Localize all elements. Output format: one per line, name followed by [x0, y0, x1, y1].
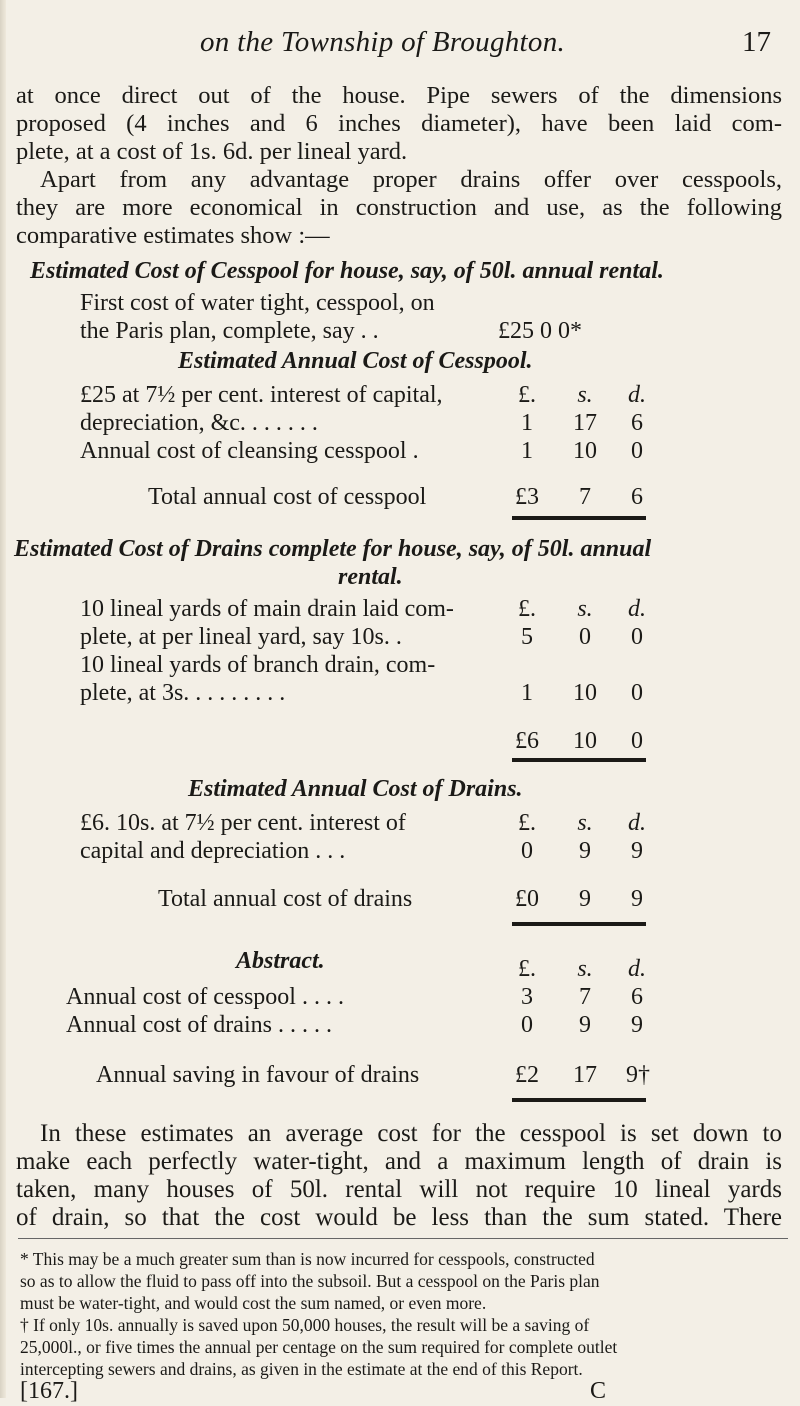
footnotes: [20, 1248, 790, 1406]
footnote-line: intercepting sewers and drains, as given in the estimate at the end of this Report.: [20, 1359, 583, 1379]
col-header-shillings: s.: [577, 956, 593, 982]
total-rule: [512, 758, 646, 762]
value-pence: 9: [631, 1012, 643, 1038]
bracket-number: [167.]: [20, 1378, 78, 1404]
row-label: 10 lineal yards of branch drain, com-: [80, 652, 436, 678]
footnote-divider: [18, 1238, 788, 1239]
total-pounds: £2: [515, 1062, 539, 1088]
col-header-pence: d.: [628, 810, 646, 836]
table-row: [0, 810, 800, 838]
row-label: depreciation, &c. . . . . . .: [80, 410, 318, 436]
page-header: [0, 22, 800, 62]
table-row: [0, 410, 800, 438]
table-row: [0, 1012, 800, 1040]
page-number: 17: [742, 26, 771, 58]
total-label: Annual saving in favour of drains: [96, 1062, 420, 1088]
table-row: [0, 596, 800, 624]
value-shillings: 0: [579, 624, 591, 650]
cesspool-cost-heading: Estimated Cost of Cesspool for house, say, of 50l. annual rental.: [30, 258, 664, 284]
value-shillings: 9: [579, 838, 591, 864]
row-label: capital and depreciation . . .: [80, 838, 346, 864]
value-pence: 9: [631, 838, 643, 864]
total-shillings: 7: [579, 484, 591, 510]
total-shillings: 10: [573, 728, 597, 754]
table-row: [0, 624, 800, 652]
total-row: [0, 484, 800, 512]
abstract-col-headers: [0, 956, 800, 984]
table-row: [0, 680, 800, 708]
cesspool-cost-amount: £25 0 0*: [498, 318, 582, 344]
value-pounds: 1: [521, 410, 533, 436]
value-shillings: 10: [573, 438, 597, 464]
intro-line: at once direct out of the house. Pipe sewers of the dimensions: [16, 82, 782, 109]
col-header-pounds: £.: [518, 382, 536, 408]
value-pounds: 0: [521, 838, 533, 864]
total-row: [0, 728, 800, 756]
table-row: [0, 382, 800, 410]
intro-line: plete, at a cost of 1s. 6d. per lineal yard.: [16, 138, 408, 165]
value-pence: 0: [631, 680, 643, 706]
row-label: Annual cost of cesspool . . . .: [66, 984, 344, 1010]
closing-line: make each perfectly water-tight, and a maximum length of drain is: [16, 1148, 782, 1175]
row-label: plete, at 3s. . . . . . . . .: [80, 680, 286, 706]
total-shillings: 9: [579, 886, 591, 912]
footnote-line: † If only 10s. annually is saved upon 50,000 houses, the result will be a saving of: [20, 1315, 590, 1335]
signature-line: [20, 1380, 790, 1406]
total-row: [0, 1062, 800, 1090]
col-header-pounds: £.: [518, 596, 536, 622]
cesspool-cost-line: First cost of water tight, cesspool, on: [80, 290, 435, 316]
row-label: plete, at per lineal yard, say 10s. .: [80, 624, 402, 650]
cesspool-cost-line: the Paris plan, complete, say . .: [80, 318, 379, 344]
value-shillings: 17: [573, 410, 597, 436]
value-pounds: 3: [521, 984, 533, 1010]
closing-line: taken, many houses of 50l. rental will not require 10 lineal yards: [16, 1176, 782, 1203]
value-pounds: 5: [521, 624, 533, 650]
table-row: [0, 652, 800, 680]
row-label: £6. 10s. at 7½ per cent. interest of: [80, 810, 406, 836]
total-shillings: 17: [573, 1062, 597, 1088]
total-row: [0, 886, 800, 914]
intro-line: comparative estimates show :—: [16, 222, 330, 249]
value-shillings: 10: [573, 680, 597, 706]
footnote-line: must be water-tight, and would cost the sum named, or even more.: [20, 1293, 487, 1313]
total-pence: 6: [631, 484, 643, 510]
signature-mark: C: [590, 1378, 607, 1404]
col-header-shillings: s.: [577, 596, 593, 622]
cesspool-annual-heading: Estimated Annual Cost of Cesspool.: [178, 348, 533, 374]
total-label: Total annual cost of drains: [158, 886, 413, 912]
value-pence: 0: [631, 624, 643, 650]
intro-paragraph: [16, 82, 782, 250]
total-rule: [512, 1098, 646, 1102]
total-pounds: £6: [515, 728, 539, 754]
footnote-line: 25,000l., or five times the annual per centage on the sum required for complete outlet: [20, 1337, 618, 1357]
value-pence: 6: [631, 984, 643, 1010]
total-pounds: £0: [515, 886, 539, 912]
running-title: on the Township of Broughton.: [200, 26, 566, 58]
value-pounds: 1: [521, 680, 533, 706]
total-label: Total annual cost of cesspool: [148, 484, 427, 510]
abstract-heading: Abstract.: [236, 948, 325, 974]
col-header-pence: d.: [628, 382, 646, 408]
intro-line: they are more economical in construction and use, as the following: [16, 194, 782, 221]
row-label: 10 lineal yards of main drain laid com-: [80, 596, 454, 622]
col-header-pence: d.: [628, 596, 646, 622]
col-header-pence: d.: [628, 956, 646, 982]
drains-cost-heading: Estimated Cost of Drains complete for house, say, of 50l. annual: [14, 536, 652, 562]
value-pounds: 1: [521, 438, 533, 464]
total-rule: [512, 516, 646, 520]
col-header-shillings: s.: [577, 382, 593, 408]
value-pence: 0: [631, 438, 643, 464]
drains-cost-heading-cont: rental.: [338, 564, 403, 590]
row-label: £25 at 7½ per cent. interest of capital,: [80, 382, 443, 408]
total-pence: 0: [631, 728, 643, 754]
value-pounds: 0: [521, 1012, 533, 1038]
value-shillings: 7: [579, 984, 591, 1010]
intro-line: proposed (4 inches and 6 inches diameter), have been laid com-: [16, 110, 782, 137]
footnote-line: * This may be a much greater sum than is now incurred for cesspools, constructed: [20, 1249, 595, 1269]
closing-line: In these estimates an average cost for the cesspool is set down to: [40, 1120, 782, 1147]
col-header-pounds: £.: [518, 810, 536, 836]
row-label: Annual cost of drains . . . . .: [66, 1012, 332, 1038]
col-header-shillings: s.: [577, 810, 593, 836]
value-shillings: 9: [579, 1012, 591, 1038]
table-row: [0, 838, 800, 866]
total-pence: 9: [631, 886, 643, 912]
total-pence: 9†: [626, 1062, 650, 1088]
footnote-line: so as to allow the fluid to pass off into the subsoil. But a cesspool on the Paris plan: [20, 1271, 600, 1291]
total-rule: [512, 922, 646, 926]
table-row: [0, 984, 800, 1012]
value-pence: 6: [631, 410, 643, 436]
table-row: [0, 438, 800, 466]
closing-paragraph: [16, 1120, 782, 1232]
closing-line: of drain, so that the cost would be less than the sum stated. There: [16, 1204, 782, 1231]
drains-annual-heading: Estimated Annual Cost of Drains.: [188, 776, 523, 802]
row-label: Annual cost of cleansing cesspool .: [80, 438, 419, 464]
col-header-pounds: £.: [518, 956, 536, 982]
total-pounds: £3: [515, 484, 539, 510]
intro-line: Apart from any advantage proper drains offer over cesspools,: [40, 166, 782, 193]
